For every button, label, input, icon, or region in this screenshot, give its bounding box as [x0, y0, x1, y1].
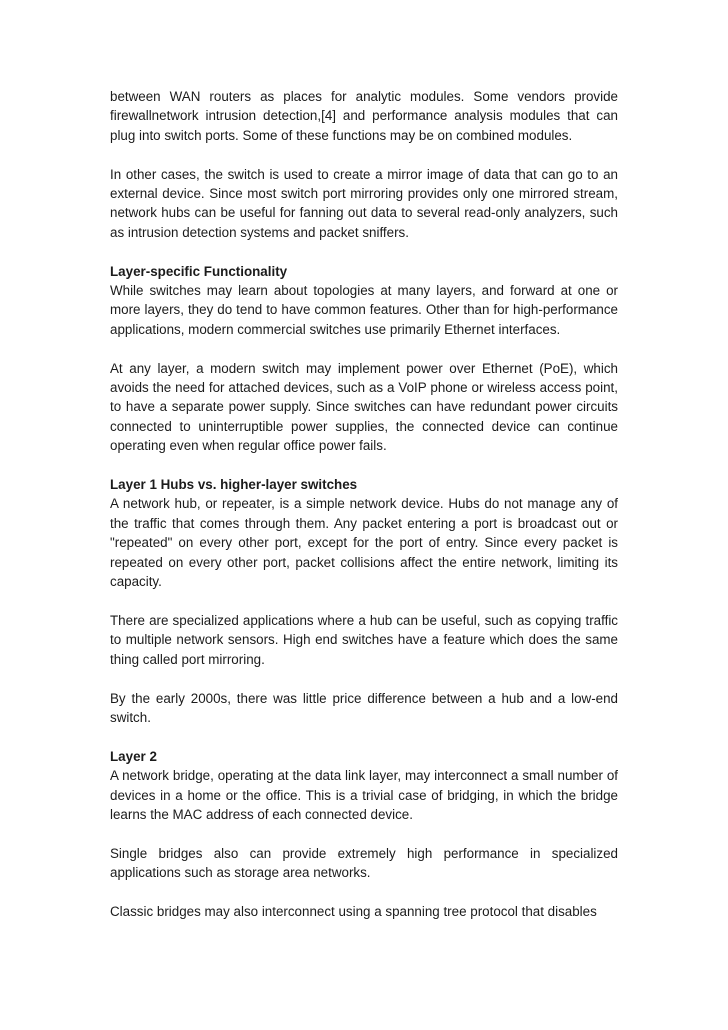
paragraph-price-difference: [110, 689, 618, 728]
paragraph-text: A network bridge, operating at the data link layer, may interconnect a small number of devices in a home or the office. This is a trivial case of bridging, in which the bridge learns the MAC address of each connected device.: [110, 768, 618, 822]
section-layer-1-hubs: [110, 475, 618, 591]
section-layer-2: [110, 747, 618, 825]
paragraph-text: By the early 2000s, there was little price difference between a hub and a low-end switch.: [110, 690, 618, 725]
paragraph-analytic-modules: [110, 87, 618, 145]
paragraph-text: There are specialized applications where a hub can be useful, such as copying traffic to multiple network sensors. High end switches have a feature which does the same thing called port mirroring.: [110, 612, 618, 667]
paragraph-classic-bridges: [110, 902, 618, 921]
section-heading: Layer 1 Hubs vs. higher-layer switches: [110, 477, 358, 493]
paragraph-text: While switches may learn about topologies at many layers, and forward at one or more layers, they do tend to have common features. Other than for high-performance applications, modern commercial switches use primarily Ethernet interfaces.: [110, 283, 618, 337]
section-heading: Layer-specific Functionality: [110, 263, 288, 279]
paragraph-text: Classic bridges may also interconnect using a spanning tree protocol that disables: [110, 903, 597, 919]
paragraph-port-mirroring: [110, 165, 618, 243]
paragraph-text: In other cases, the switch is used to create a mirror image of data that can go to an external device. Since most switch port mirroring provides only one mirrored stream, network hubs can be useful for fanning out data to several read-only analyzers, such as intrusion detection systems and packet sniffers.: [110, 166, 618, 240]
document-page: [110, 87, 618, 941]
paragraph-single-bridges: [110, 844, 618, 883]
paragraph-power-over-ethernet: [110, 359, 618, 456]
paragraph-text: Single bridges also can provide extremely high performance in specialized applications such as storage area networks.: [110, 845, 618, 881]
paragraph-text: At any layer, a modern switch may implement power over Ethernet (PoE), which avoids the need for attached devices, such as a VoIP phone or wireless access point, to have a separate power supply. Since switches can have redundant power circuits connected to uninterruptible power supplies, the connected device can continue operating even when regular office power fails.: [110, 360, 618, 454]
section-heading: Layer 2: [110, 748, 157, 764]
section-layer-specific-functionality: [110, 262, 618, 340]
paragraph-text: A network hub, or repeater, is a simple network device. Hubs do not manage any of the traffic that comes through them. Any packet entering a port is broadcast out or "repeated" on every other port, except for the port of entry. Since every packet is repeated on every other port, packet collisions affect the entire network, limiting its capacity.: [110, 496, 618, 590]
paragraph-text: between WAN routers as places for analytic modules. Some vendors provide firewallnetwork intrusion detection,[4] and performance analysis modules that can plug into switch ports. Some of these functions may be on combined modules.: [110, 89, 618, 143]
paragraph-specialized-hub-applications: [110, 611, 618, 669]
